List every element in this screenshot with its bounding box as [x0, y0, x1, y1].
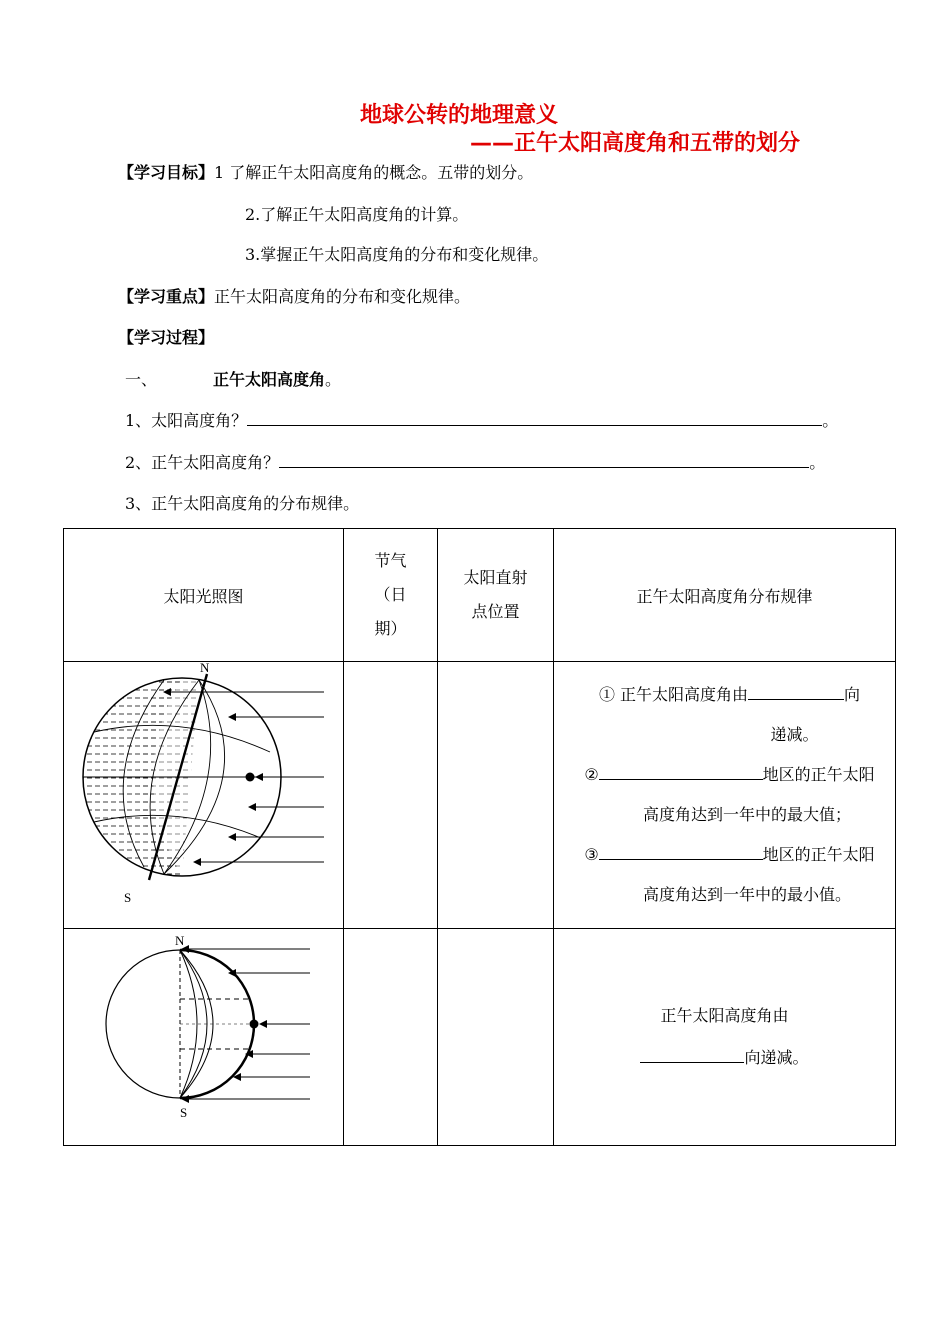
globe-diagram-cell-2 [64, 929, 344, 1146]
question-1-end: 。 [822, 411, 839, 430]
process-label: 【学习过程】 [118, 328, 215, 347]
question-1 [125, 408, 838, 431]
north-pole-label: N [175, 933, 185, 948]
objective-item-2: 2.了解正午太阳高度角的计算。 [245, 205, 469, 224]
distribution-rule-cell-1: ① 正午太阳高度角由 向 递减。 ② 地区的正午太阳 高度角达到一年中的最大值； ③ 地区的正午太阳 高度角达到一年中的最小值。 [554, 662, 896, 929]
section-heading [125, 367, 341, 390]
south-pole-label: S [180, 1105, 188, 1120]
table-row [64, 929, 896, 1146]
rule3-blank[interactable] [599, 845, 763, 860]
solar-term-cell-2[interactable] [344, 929, 438, 1146]
direct-point-cell-2[interactable] [438, 929, 554, 1146]
header-solar-term: 节气 （日 期） [344, 529, 438, 662]
north-pole-label: N [200, 662, 210, 675]
question-2-end: 。 [809, 453, 826, 472]
globe-diagram-solstice [64, 662, 343, 924]
south-pole-label: S [124, 890, 132, 905]
question-2 [125, 450, 825, 473]
table-header-row [64, 529, 896, 662]
direct-point-marker [246, 773, 255, 782]
section-end: 。 [325, 370, 342, 389]
rule-row2-blank[interactable] [640, 1048, 744, 1063]
objectives-line-1 [118, 160, 533, 183]
direct-point-marker [250, 1020, 259, 1029]
document-title: 地球公转的地理意义 [360, 103, 559, 128]
key-point-label: 【学习重点】 [118, 287, 215, 306]
table-row [64, 662, 896, 929]
rule1-blank[interactable] [748, 685, 844, 700]
key-point-text: 正午太阳高度角的分布和变化规律。 [214, 287, 471, 306]
question-1-blank[interactable] [247, 411, 822, 426]
document-subtitle: ——正午太阳高度角和五带的划分 [470, 131, 801, 156]
direct-point-cell-1[interactable] [438, 662, 554, 929]
section-number: 一、 [125, 370, 158, 389]
question-2-blank[interactable] [279, 453, 809, 468]
key-point-line [118, 284, 470, 307]
globe-diagram-equinox [64, 929, 343, 1141]
section-title: 正午太阳高度角 [213, 370, 326, 389]
question-3: 3、正午太阳高度角的分布规律。 [125, 494, 360, 513]
objective-item-3: 3.掌握正午太阳高度角的分布和变化规律。 [245, 245, 549, 264]
question-2-text: 2、正午太阳高度角？ [125, 453, 280, 472]
header-distribution-rule: 正午太阳高度角分布规律 [554, 529, 896, 662]
rule2-blank[interactable] [599, 765, 763, 780]
objective-item-1: 1 了解正午太阳高度角的概念。五带的划分。 [214, 163, 534, 182]
header-illumination-map: 太阳光照图 [64, 529, 344, 662]
question-1-text: 1、太阳高度角？ [125, 411, 248, 430]
solar-term-cell-1[interactable] [344, 662, 438, 929]
header-direct-point: 太阳直射 点位置 [438, 529, 554, 662]
distribution-rule-cell-2: 正午太阳高度角由 向递减。 [554, 929, 896, 1146]
objectives-label: 【学习目标】 [118, 163, 215, 182]
distribution-table [63, 528, 896, 1146]
globe-diagram-cell-1 [64, 662, 344, 929]
